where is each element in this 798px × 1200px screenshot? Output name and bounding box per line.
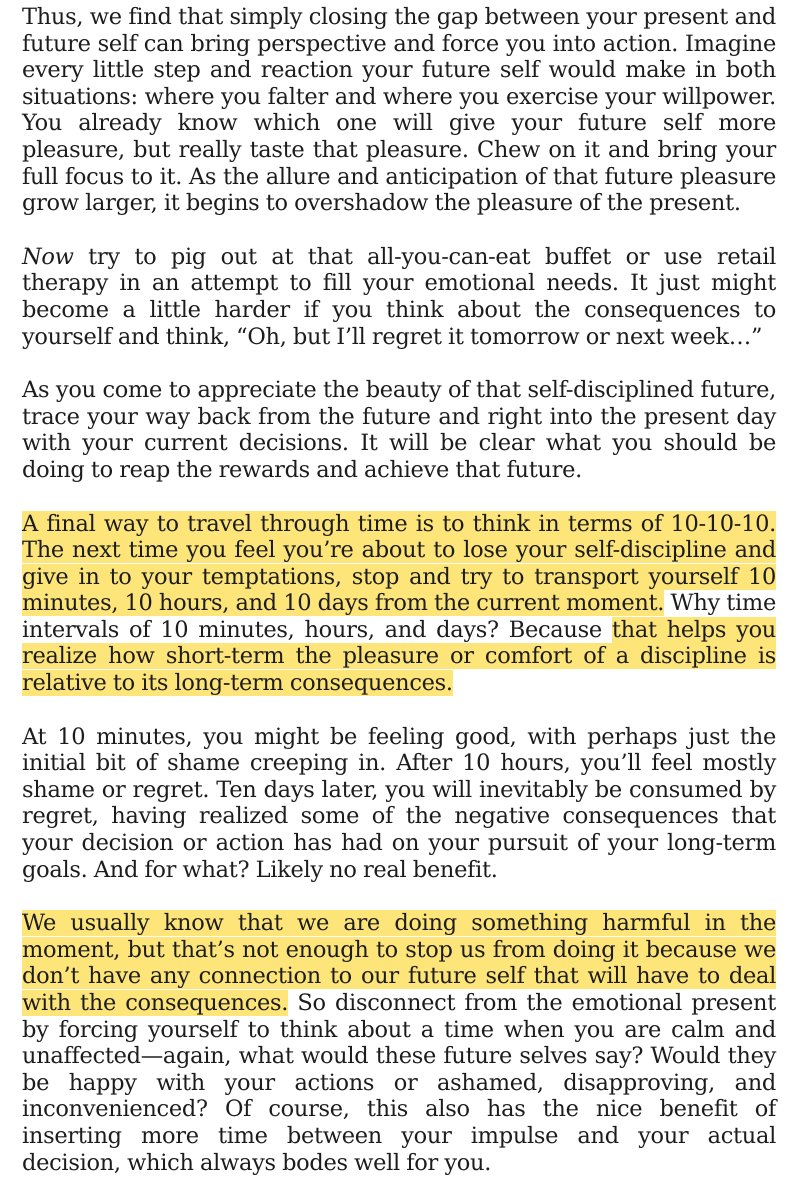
paragraph-future-self [22,4,776,217]
paragraph-text: try to pig out at that all-you-can-eat buffet or use retail therapy in an attempt to fill your emotional needs. It just might become a little harder if you think about the consequences to yourself and think, “Oh, but I’ll regret it tomorrow or next week…” [22,243,776,350]
paragraph-text: As you come to appreciate the beauty of that self-disciplined future, trace your way back from the future and right into the present day with your current decisions. It will be clear what you should be doing to reap the rewards and achieve that future. [22,377,776,483]
paragraph-10-10-10 [22,511,776,697]
italic-now: Now [22,243,74,270]
paragraph-text: So disconnect from the emotional present by forcing yourself to think about a time when you are calm and unaffected—again, what would these future selves say? Would they be happy with your actions or ashamed, disapproving, and inconvenienced? Of course, this also has the nice benefit of inserting more time between your impulse and your actual decision, which always bodes well for you. [22,990,776,1176]
highlight-10-10-10: A final way to travel through time is to think in terms of 10-10-10. The next time you feel you’re about to lose your self-discipline and give in to your temptations, stop and try to transport yourself 10 minutes, 10 hours, and 10 days from the current moment. [22,510,776,617]
paragraph-text: Thus, we find that simply closing the gap between your present and future self can bring perspective and force you into action. Imagine every little step and reaction your future self would make in both situations: where you falter and where you exercise your willpower. You already know which one will give your future self more pleasure, but really taste that pleasure. Chew on it and bring your full focus to it. As the allure and anticipation of that future pleasure grow larger, it begins to overshadow the pleasure of the present. [22,4,776,217]
paragraph-disconnect [22,910,776,1176]
paragraph-text: At 10 minutes, you might be feeling good, with perhaps just the initial bit of shame creeping in. After 10 hours, you’ll feel mostly shame or regret. Ten days later, you will inevitably be consumed by regret, having realized some of the negative consequences that your decision or action has had on your pursuit of your long-term goals. And for what? Likely no real benefit. [22,723,776,883]
paragraph-buffet [22,244,776,350]
paragraph-trace-back [22,377,776,483]
highlight-short-term: that helps you realize how short-term the pleasure or comfort of a discipline is relative to its long-term consequences. [22,616,777,697]
paragraph-text: Why time intervals of 10 minutes, hours, and days? Because [22,590,776,643]
highlight-harmful: We usually know that we are doing something harmful in the moment, but that’s not enough to stop us from doing it because we don’t have any connection to our future self that will have to deal with the consequences. [22,910,776,1016]
paragraph-intervals [22,724,776,884]
